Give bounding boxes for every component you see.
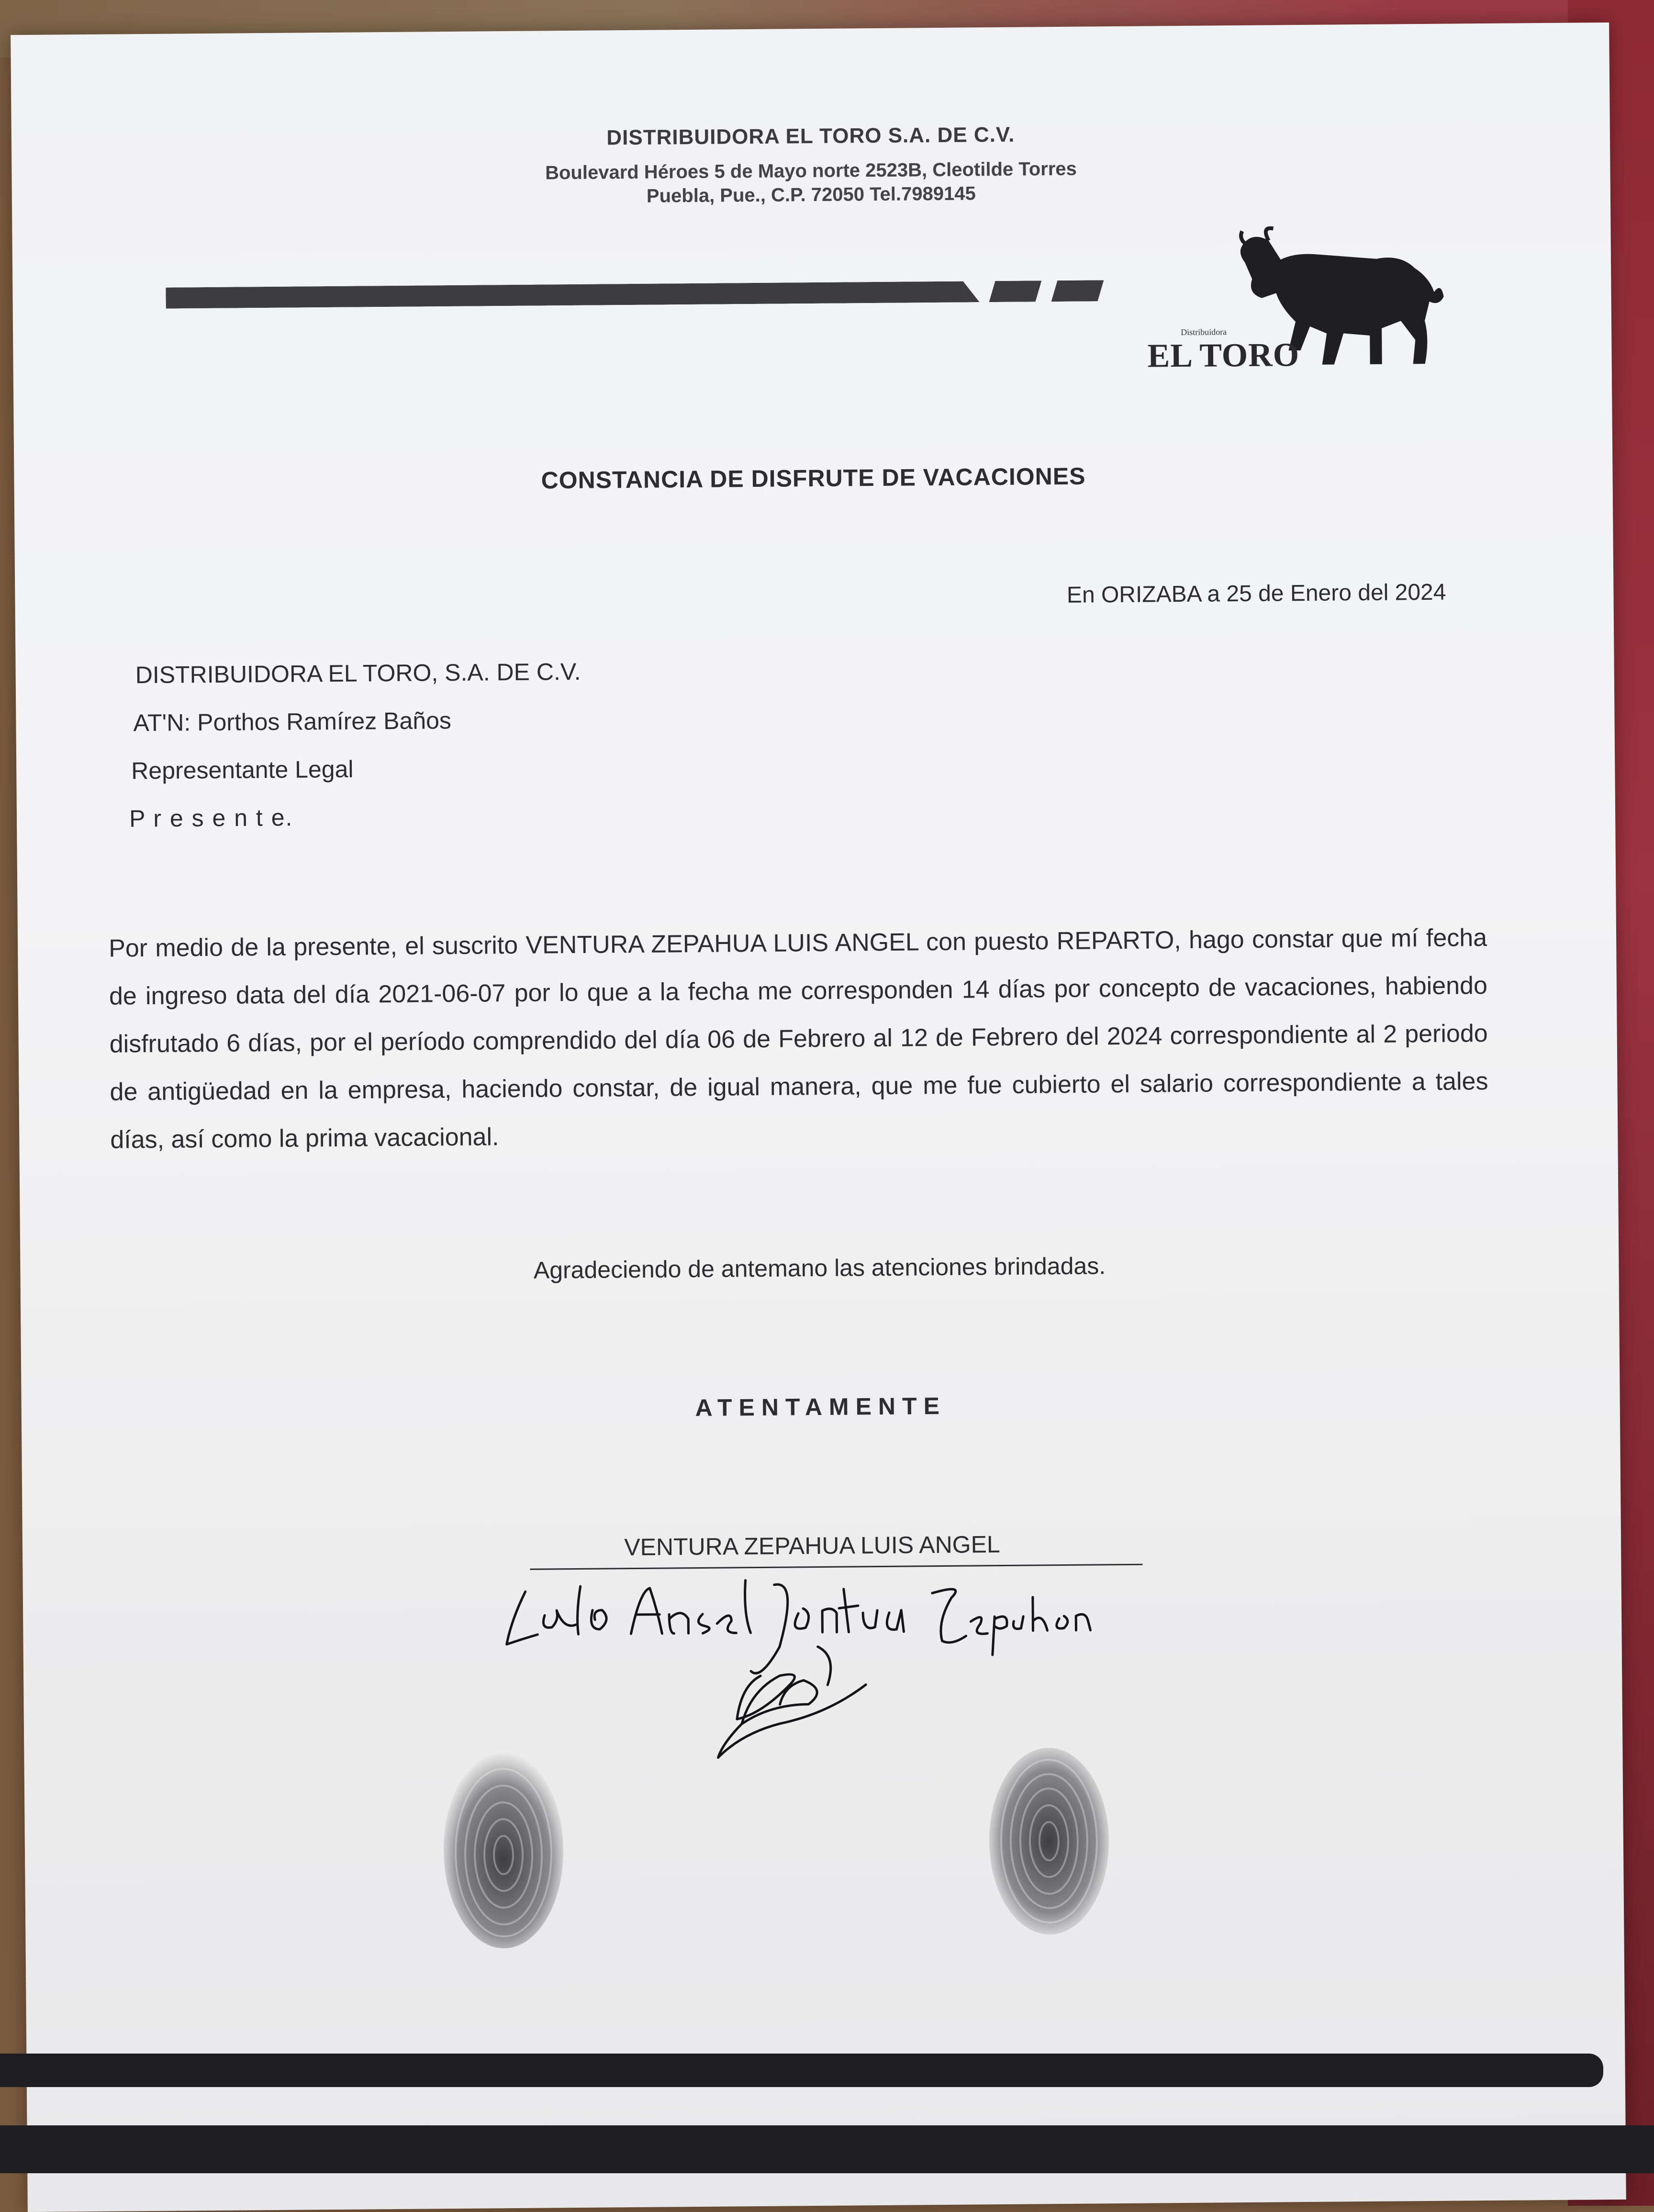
document-title: CONSTANCIA DE DISFRUTE DE VACACIONES	[541, 462, 1086, 494]
logo-tagline: Distribuidora	[1181, 327, 1227, 337]
header-address-line1: Boulevard Héroes 5 de Mayo norte 2523B, Cleotilde Torres	[545, 158, 1077, 184]
date-line: En ORIZABA a 25 de Enero del 2024	[1066, 579, 1446, 608]
signer-name: VENTURA ZEPAHUA LUIS ANGEL	[624, 1531, 1000, 1561]
thanks-line: Agradeciendo de antemano las atenciones brindadas.	[533, 1252, 1106, 1284]
closing-word: ATENTAMENTE	[695, 1392, 947, 1422]
header-address-line2: Puebla, Pue., C.P. 72050 Tel.7989145	[646, 183, 976, 207]
body-paragraph: Por medio de la presente, el suscrito VENTURA ZEPAHUA LUIS ANGEL con puesto REPARTO, hago constar que mí fecha de ingreso data del día 2021-06-07 por lo que a la fecha me corresponden 14 días por concepto de vacaciones, habiendo disfrutado 6 días, por el período comprendido del día 06 de Febrero al 12 de Febrero del 2024 correspondiente al 2 periodo de antigüedad en la empresa, haciendo constar, de igual manera, que me fue cubierto el salario correspondiente a tales días, así como la prima vacacional.	[108, 924, 1488, 1154]
footer-bar-top	[0, 2054, 1603, 2087]
recipient-presente: P r e s e n t e.	[129, 804, 293, 832]
header-bar-segment	[989, 281, 1041, 302]
logo-name: EL TORO	[1147, 337, 1300, 375]
company-logo	[1132, 215, 1459, 390]
recipient-attention: AT'N: Porthos Ramírez Baños	[133, 707, 452, 737]
recipient-company: DISTRIBUIDORA EL TORO, S.A. DE C.V.	[135, 658, 581, 689]
header-bar	[166, 281, 979, 308]
recipient-role: Representante Legal	[131, 755, 354, 785]
header-bar-segment	[1051, 280, 1104, 302]
fingerprint-left	[436, 1744, 571, 1956]
footer-bar-bottom	[0, 2125, 1654, 2173]
fingerprint-right	[981, 1740, 1117, 1952]
header-company: DISTRIBUIDORA EL TORO S.A. DE C.V.	[606, 123, 1015, 150]
document-page	[11, 22, 1626, 2212]
